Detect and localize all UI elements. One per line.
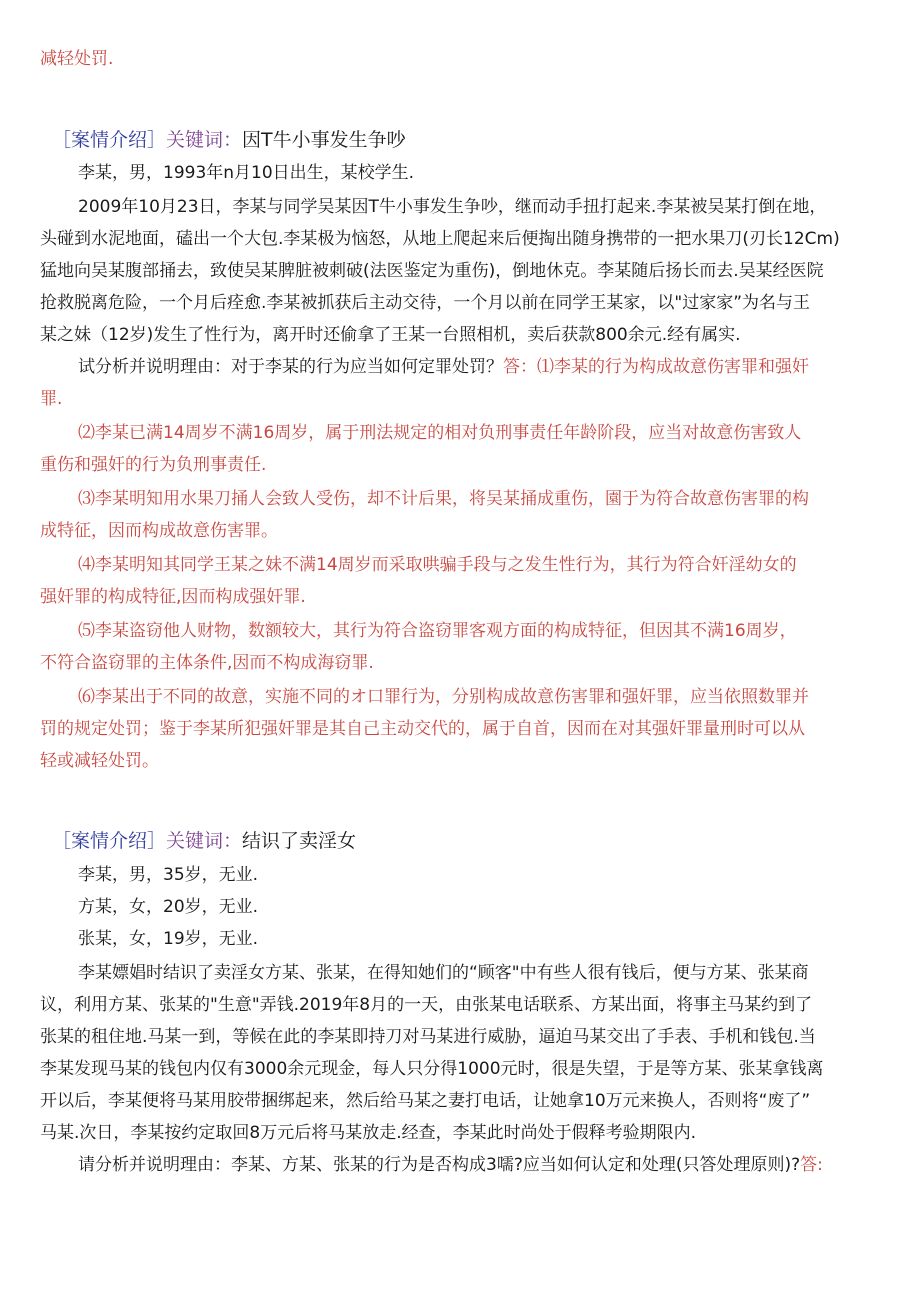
person-line: 李某，男，35岁，无业. bbox=[78, 865, 259, 885]
answer-line: 轻或减轻处罚。 bbox=[40, 751, 159, 771]
carryover-text: 减轻处罚. bbox=[40, 49, 114, 69]
keyword-text: 因T牛小事发生争吵 bbox=[242, 129, 406, 151]
answer-line: 成特征，因而构成故意伤害罪。 bbox=[40, 521, 278, 541]
answer-text: 答：⑴李某的行为构成故意伤害罪和强奸 bbox=[503, 357, 809, 377]
question-text: 请分析并说明理由：李某、方某、张某的行为是否构成3嚅?应当如何认定和处理(只答处理原则)? bbox=[78, 1155, 801, 1175]
case1-fact-line: 抢救脱离危险，一个月后痊愈.李某被抓获后主动交待，一个月以前在同学王某家，以"过家家”为名与王 bbox=[40, 293, 811, 313]
case2-fact-line: 李某发现马某的钱包内仅有3000余元现金，每人只分得1000元时，很是失望，于是等方某、张某拿钱离 bbox=[40, 1059, 824, 1079]
case2-fact-line: 马某.次日，李某按约定取回8万元后将马某放走.经查，李某此时尚处于假释考验期限内. bbox=[40, 1123, 697, 1143]
case2-fact-line: 张某的租住地.马某一到，等候在此的李某即持刀对马某进行威胁，逼迫马某交出了手表、手机和钱包.当 bbox=[40, 1027, 816, 1047]
question-text: 试分析并说明理由：对于李某的行为应当如何定罪处罚？ bbox=[78, 357, 503, 377]
keyword-text: 结识了卖淫女 bbox=[242, 830, 357, 852]
case1-fact-line: 头碰到水泥地面，磕出一个大包.李某极为恼怒，从地上爬起来后便掏出随身携带的一把水果刀(刃长12Cm) bbox=[40, 229, 840, 249]
keyword-label: 关键词： bbox=[166, 830, 243, 852]
answer-line: 不符合盗窃罪的主体条件,因而不构成海窃罪. bbox=[40, 653, 374, 673]
answer-line: ⑵李某已满14周岁不满16周岁，属于刑法规定的相对负刑事责任年龄阶段，应当对故意伤害致人 bbox=[78, 423, 802, 443]
case2-fact-line: 李某嫖娼时结识了卖淫女方某、张某，在得知她们的“顾客"中有些人很有钱后，便与方某、张某商 bbox=[78, 963, 809, 983]
answer-line: ⑹李某出于不同的故意，实施不同的オ口罪行为，分别构成故意伤害罪和强奸罪，应当依照数罪并 bbox=[78, 687, 809, 707]
answer-line: 罚的规定处罚；鉴于李某所犯强奸罪是其自己主动交代的，属于自首，因而在对其强奸罪量刑时可以从 bbox=[40, 719, 805, 739]
case1-fact-line: 某之妹（12岁)发生了性行为，离开时还偷拿了王某一台照相机，卖后获款800余元.经有属实. bbox=[40, 325, 741, 345]
keyword-label: 关键词： bbox=[166, 129, 243, 151]
case2-heading bbox=[52, 826, 356, 856]
case2-fact-line: 开以后，李某便将马某用胶带捆绑起来，然后给马某之妻打电话，让她拿10万元来换人，否则将“废了” bbox=[40, 1091, 811, 1111]
case1-fact-line: 猛地向吴某腹部捅去，致使吴某脾脏被刺破(法医鉴定为重伤)，倒地休克。李某随后扬长而去.吴某经医院 bbox=[40, 261, 824, 281]
person-line: 方某，女，20岁，无业. bbox=[78, 897, 259, 917]
case-tag: ［案情介绍］ bbox=[52, 129, 167, 151]
answer-line: 重伤和强奸的行为负刑事责任. bbox=[40, 455, 267, 475]
answer-label: 答: bbox=[800, 1155, 823, 1175]
answer-line: ⑶李某明知用水果刀捅人会致人受伤，却不计后果，将吴某捅成重伤，園于为符合故意伤害罪的构 bbox=[78, 489, 809, 509]
answer-line: 强奸罪的构成特征,因而构成强奸罪. bbox=[40, 587, 306, 607]
case2-fact-line: 议，利用方某、张某的"生意"弄钱.2019年8月的一天，由张某电话联系、方某出面，将事主马某约到了 bbox=[40, 995, 813, 1015]
case1-heading bbox=[52, 125, 406, 155]
case-tag: ［案情介绍］ bbox=[52, 830, 167, 852]
person-line: 张某，女，19岁，无业. bbox=[78, 929, 259, 949]
case1-intro: 李某，男，1993年n月10日出生，某校学生. bbox=[78, 163, 415, 183]
answer-line: ⑷李某明知其同学王某之妹不满14周岁而采取哄骗手段与之发生性行为，其行为符合奸淫幼女的 bbox=[78, 555, 797, 575]
answer-line: 罪. bbox=[40, 389, 63, 409]
case2-question bbox=[78, 1150, 823, 1180]
answer-line: ⑸李某盗窃他人财物，数额较大，其行为符合盗窃罪客观方面的构成特征，但因其不满16周岁， bbox=[78, 621, 797, 641]
case1-fact-line: 2009年10月23日，李某与同学吴某因T牛小事发生争吵，继而动手扭打起来.李某被吴某打倒在地， bbox=[78, 197, 827, 217]
case1-question bbox=[78, 352, 809, 382]
